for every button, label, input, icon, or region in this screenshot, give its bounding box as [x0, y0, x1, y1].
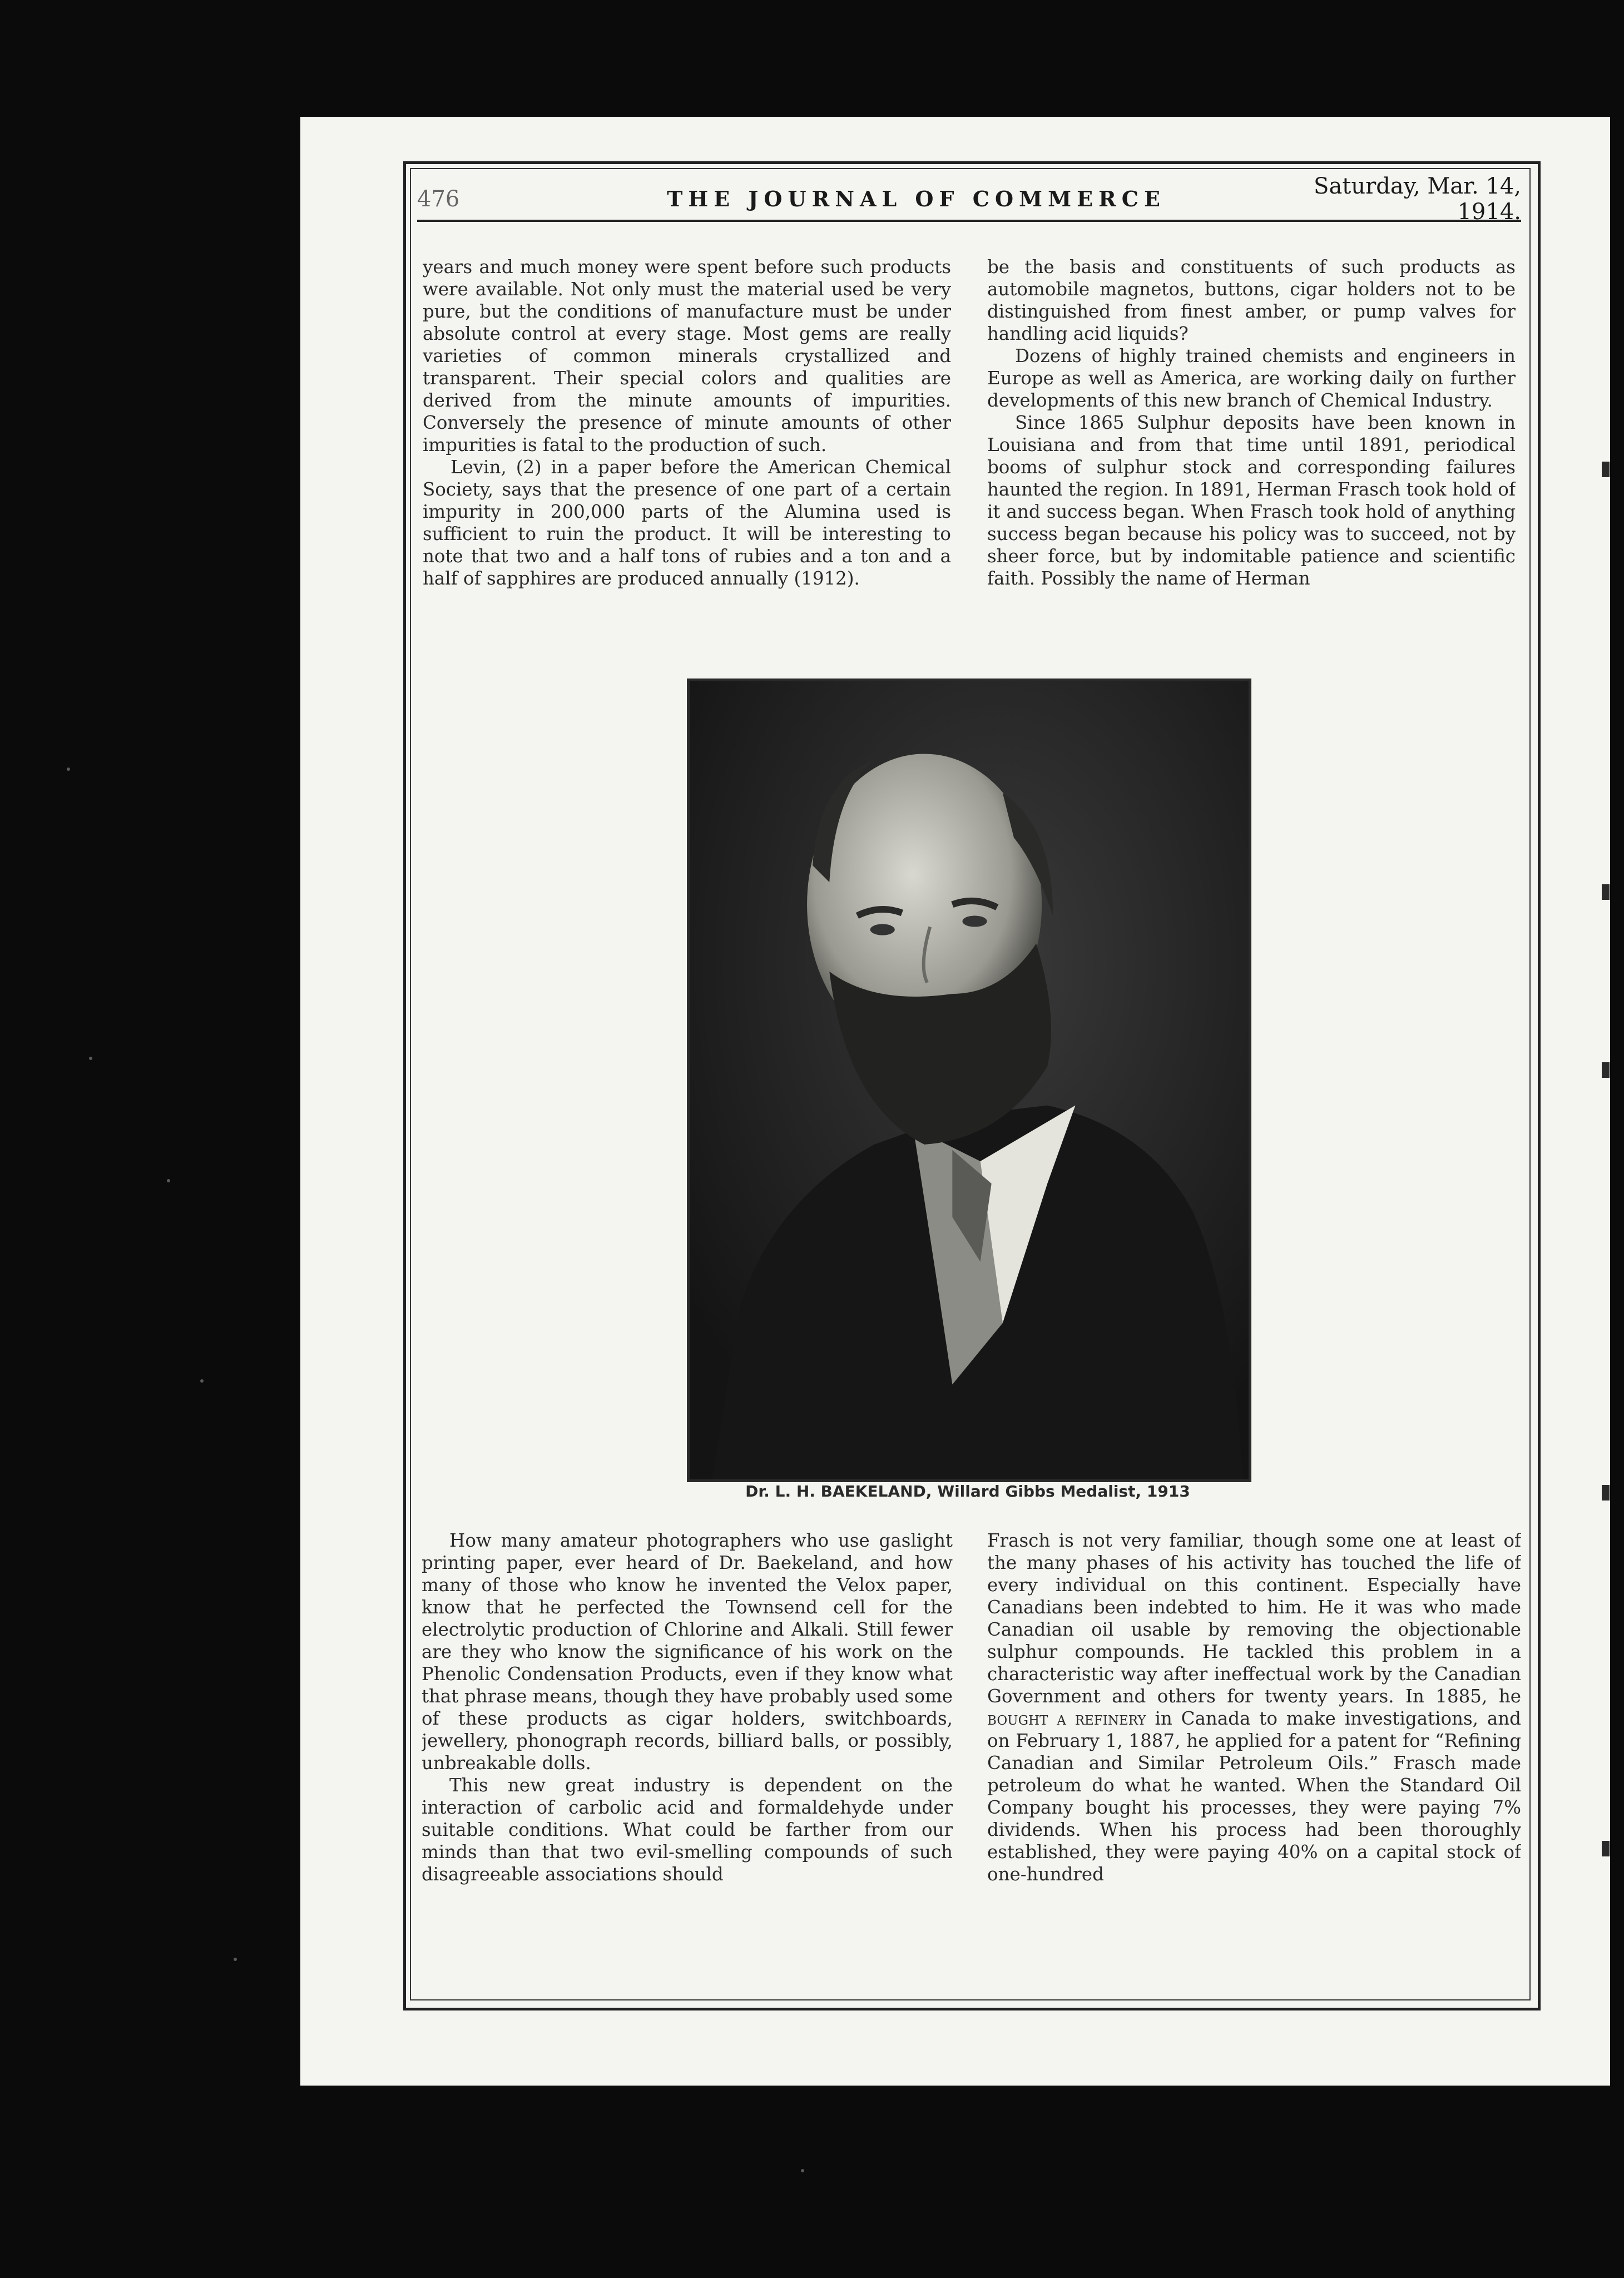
paragraph: How many amateur photographers who use gaslight printing paper, ever heard of Dr. Baekeland, and how many of those who know he invented the Velox paper, know that he perfected the Townsend cell for the electrolytic production of Chlorine and Alkali. Still fewer are they who know the significance of his work on the Phenolic Condensation Products, even if they know what that phrase means, though they have probably used some of these products as cigar holders, switchboards, jewellery, phonograph records, billiard balls, or possibly, unbreakable dolls. — [422, 1530, 953, 1774]
paragraph: This new great industry is dependent on the interaction of carbolic acid and formaldehyde under suitable conditions. What could be farther from our minds than that two evil-smelling compounds of such disagreeable associations should — [422, 1775, 953, 1885]
paragraph: Since 1865 Sulphur deposits have been known in Louisiana and from that time until 1891, periodical booms of sulphur stock and corresponding failures haunted the region. In 1891, Herman Frasch took hold of it and success began. When Frasch took hold of anything success began because his policy was to succeed, not by sheer force, but by indomitable patience and scientific faith. Possibly the name of Herman — [987, 412, 1516, 589]
portrait-photo — [687, 679, 1251, 1482]
paragraph: years and much money were spent before such products were available. Not only must the material used be very pure, but the conditions of manufacture must be under absolute control at every stage. Most gems are really varieties of common minerals crystallized and transparent. Their special colors and qualities are derived from the minute amounts of impurities. Conversely the presence of minute amounts of other impurities is fatal to the production of such. — [423, 256, 951, 455]
article-column-top-right — [987, 256, 1516, 634]
paragraph — [987, 1529, 1521, 1885]
binding-mark — [1602, 884, 1610, 900]
background-speck — [234, 1958, 237, 1961]
article-column-bottom-right — [987, 1529, 1521, 1974]
binding-mark — [1602, 1062, 1610, 1078]
journal-title: THE JOURNAL OF COMMERCE — [667, 186, 1166, 211]
paragraph-text: in Canada to make investigations, and on February 1, 1887, he applied for a patent for “Refining Canadian and Similar Petroleum Oils.” Frasch made petroleum do what he wanted. When the Standard Oil Company bought his processes, they were paying 7% dividends. When his process had been thoroughly established, they were paying 40% on a capital stock of one-hundred — [987, 1708, 1521, 1885]
page-number: 476 — [417, 186, 460, 212]
photo-caption: Dr. L. H. BAEKELAND, Willard Gibbs Medalist, 1913 — [745, 1482, 1190, 1500]
page-header — [417, 173, 1521, 225]
background-speck — [167, 1179, 170, 1182]
paragraph-text: Frasch is not very familiar, though some one at least of the many phases of his activity has touched the life of every individual on this continent. Especially have Canadians been indebted to him. He it was who made Canadian oil usable by removing the objectionable sulphur compounds. He tackled this problem in a characteristic way after ineffectual work by the Canadian Government and others for twenty years. In 1885, he — [987, 1530, 1521, 1707]
issue-date: Saturday, Mar. 14, 1914. — [1314, 173, 1521, 225]
binding-mark — [1602, 1485, 1610, 1500]
article-column-bottom-left — [422, 1529, 953, 1974]
small-caps-text: bought a refinery — [987, 1708, 1146, 1729]
background-speck — [200, 1379, 204, 1383]
paragraph: Levin, (2) in a paper before the American Chemical Society, says that the presence of one part of a certain impurity in 200,000 parts of the Alumina used is sufficient to ruin the product. It will be interesting to note that two and a half tons of rubies and a ton and a half of sapphires are produced annually (1912). — [423, 457, 951, 589]
binding-mark — [1602, 462, 1610, 477]
paragraph: Dozens of highly trained chemists and engineers in Europe as well as America, are working daily on further developments of this new branch of Chemical Industry. — [987, 345, 1516, 411]
portrait-image — [690, 681, 1249, 1479]
background-speck — [801, 2169, 804, 2172]
background-speck — [89, 1057, 92, 1060]
paragraph: be the basis and constituents of such products as automobile magnetos, buttons, cigar holders not to be distinguished from finest amber, or pump valves for handling acid liquids? — [987, 256, 1516, 344]
newspaper-page — [300, 117, 1610, 2086]
background-speck — [67, 767, 70, 771]
article-column-top-left — [423, 256, 951, 634]
binding-mark — [1602, 1841, 1610, 1856]
